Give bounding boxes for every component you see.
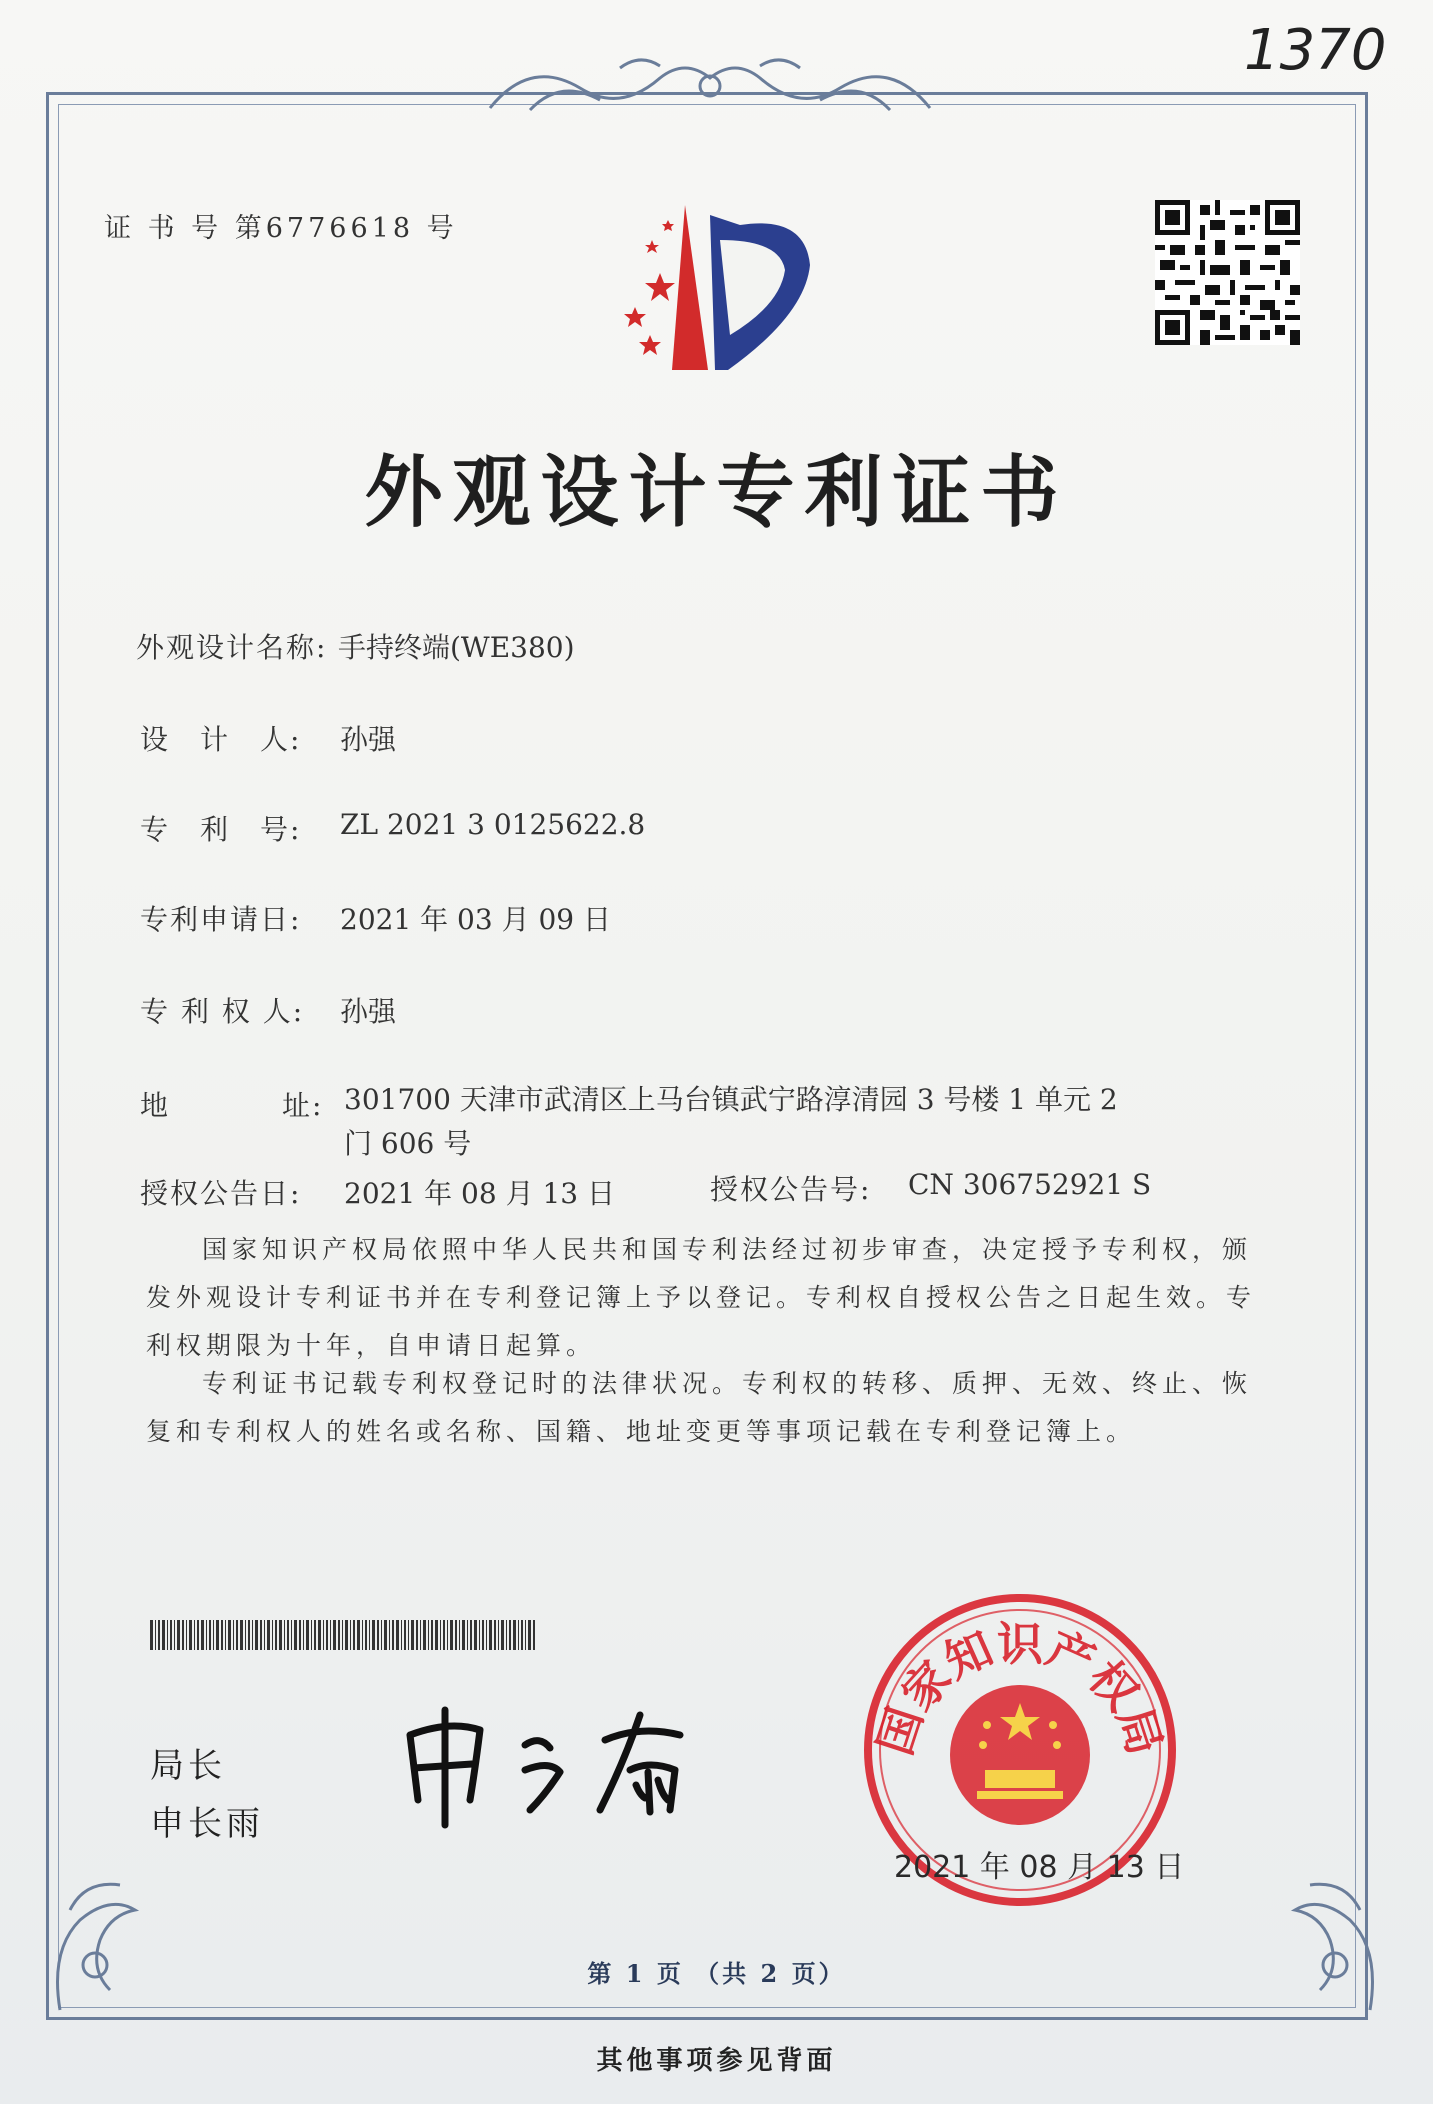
seal-text: 国家知识产权局 <box>867 1617 1173 1762</box>
director-signature <box>400 1700 730 1830</box>
bottom-left-ornament <box>40 1870 160 2020</box>
page-number: 第 1 页 （共 2 页） <box>587 1959 846 1988</box>
grant-date-value: 2021 年 08 月 13 日 <box>344 1177 616 1210</box>
legal-status-paragraph: 专利证书记载专利权登记时的法律状况。专利权的转移、质押、无效、终止、恢复和专利权人的姓名或名称、国籍、地址变更等事项记载在专利登记簿上。 <box>146 1369 1253 1446</box>
top-ornament <box>470 48 950 128</box>
designer-value: 孙强 <box>340 723 397 756</box>
application-date-value: 2021 年 03 月 09 日 <box>340 903 612 936</box>
grant-number-value: CN 306752921 S <box>908 1168 1152 1201</box>
patent-number-label: 专 利 号: <box>140 813 302 846</box>
certificate-number: 证 书 号 第6776618 号 <box>104 213 458 244</box>
director-title: 局长 <box>150 1746 226 1786</box>
qr-code-icon <box>1155 200 1300 345</box>
director-name: 申长雨 <box>150 1804 264 1844</box>
bottom-note: 其他事项参见背面 <box>596 2046 837 2076</box>
address-value-line1: 301700 天津市武清区上马台镇武宁路淳清园 3 号楼 1 单元 2 <box>344 1083 1118 1116</box>
patentee-label: 专 利 权 人: <box>140 995 305 1028</box>
grant-date-label: 授权公告日: <box>140 1177 302 1210</box>
seal-date: 2021 年 08 月 13 日 <box>894 1850 1185 1885</box>
cnipa-logo-icon <box>590 195 820 375</box>
designer-label: 设 计 人: <box>140 723 302 756</box>
bottom-right-ornament <box>1270 1870 1390 2020</box>
grant-statement-paragraph: 国家知识产权局依照中华人民共和国专利法经过初步审查，决定授予专利权，颁发外观设计专利证书并在专利登记簿上予以登记。专利权自授权公告之日起生效。专利权期限为十年，自申请日起算。 <box>146 1235 1257 1360</box>
application-date-label: 专利申请日: <box>140 903 302 936</box>
address-label-left: 地 <box>140 1089 171 1122</box>
address-value-line2: 门 606 号 <box>344 1127 472 1160</box>
handwritten-note: 1370 <box>1244 18 1387 83</box>
design-name-value: 手持终端(WE380) <box>338 631 575 664</box>
barcode-icon <box>150 1620 535 1650</box>
patent-number-value: ZL 2021 3 0125622.8 <box>340 808 646 841</box>
grant-number-label: 授权公告号: <box>710 1173 872 1206</box>
address-label-right: 址: <box>282 1089 324 1122</box>
design-name-label: 外观设计名称: <box>136 631 328 664</box>
patentee-value: 孙强 <box>340 995 397 1028</box>
document-title: 外观设计专利证书 <box>364 447 1069 538</box>
